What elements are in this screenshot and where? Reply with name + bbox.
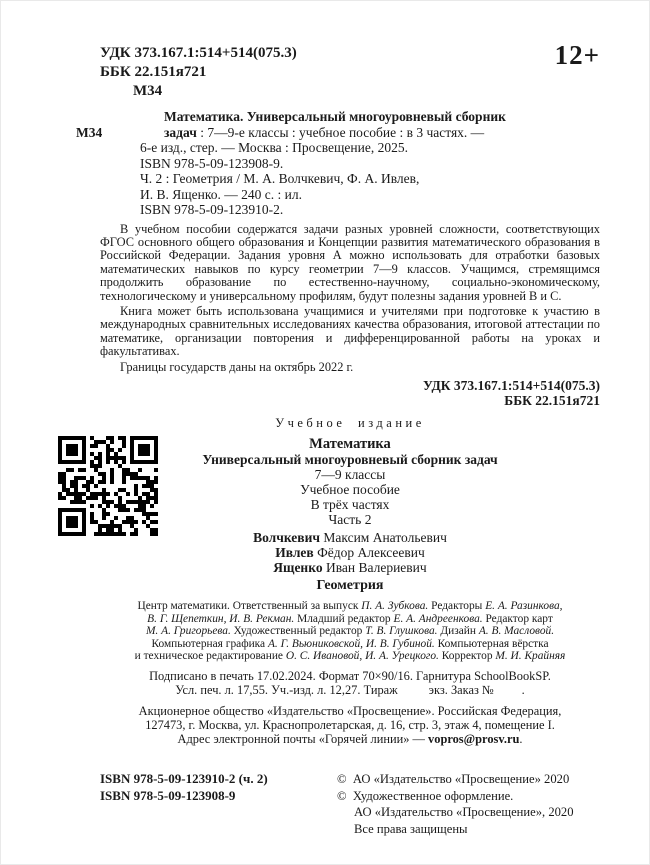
copyright-block [337, 771, 574, 837]
annotation-paragraph-3: Границы государств даны на октябрь 2022 г. [120, 359, 354, 374]
author-line: Волчкевич Максим Анатольевич [253, 529, 447, 545]
edition-subtitle: Универсальный многоуровневый сборник задач [202, 451, 498, 467]
classification-codes-repeat [100, 378, 600, 408]
edition-subject: Геометрия [316, 577, 384, 593]
bbk-code: ББК 22.151я721 [100, 64, 207, 80]
edition-block [100, 416, 600, 594]
qr-code [58, 436, 158, 536]
author-sign-code: М34 [133, 83, 163, 99]
footer-isbn-series: ISBN 978-5-09-123908-9 [100, 787, 236, 803]
footer [100, 771, 600, 837]
annotation [100, 223, 600, 376]
biblio-isbn-part: ISBN 978-5-09-123910-2. [140, 202, 284, 217]
udk-code-right: УДК 373.167.1:514+514(075.3) [422, 377, 600, 393]
author-line: Ивлев Фёдор Алексеевич [275, 544, 425, 560]
credits-line: Центр математики. Ответственный за выпуск П. А. Зубкова. Редакторы Е. А. Разинкова, [137, 599, 563, 612]
biblio-line-6: И. В. Ященко. — 240 с. : ил. [140, 186, 302, 202]
print-details [100, 669, 600, 698]
print-details-line-1: Подписано в печать 17.02.2024. Формат 70×90/16. Гарнитура SchoolBookSP. [149, 668, 551, 683]
copyright-line-2: © Художественное оформление. [337, 788, 514, 803]
biblio-isbn-series: ISBN 978-5-09-123908-9. [140, 155, 284, 171]
staff-credits [100, 600, 600, 663]
copyright-line-1: © АО «Издательство «Просвещение» 2020 [337, 772, 570, 786]
biblio-line-3: 6-е изд., стер. — Москва : Просвещение, 2025. [140, 140, 408, 155]
publisher-name-line: Акционерное общество «Издательство «Просвещение». Российская Федерация, [138, 703, 562, 718]
biblio-title-line: Математика. Универсальный многоуровневый сборник [164, 109, 506, 124]
age-rating-badge: 12+ [554, 40, 600, 70]
edition-part-number: Часть 2 [328, 511, 372, 527]
copyright-line-3: АО «Издательство «Просвещение», 2020 [354, 805, 574, 819]
annotation-paragraph-2: Книга может быть использована учащимися и учителями при подготовке к участию в международных сравнительных исследованиях качества образования, итоговой аттестации по математике, организации повторения и дифференцированной работы на уроках и факультативах. [100, 303, 600, 359]
credits-line: М. А. Григорьева. Художественный редактор Т. В. Глушкова. Дизайн А. В. Масловой. [145, 625, 555, 638]
header [100, 40, 600, 101]
udk-code: УДК 373.167.1:514+514(075.3) [100, 45, 297, 61]
edition-kind: Учебное издание [275, 415, 425, 430]
edition-parts: В трёх частях [310, 496, 390, 512]
publisher-details [100, 704, 600, 746]
classification-codes [100, 44, 297, 101]
footer-isbn-part: ISBN 978-5-09-123910-2 (ч. 2) [100, 771, 268, 786]
credits-line: В. Г. Щепеткин, И. В. Рекман. Младший редактор Е. А. Андреенкова. Редактор карт [147, 612, 553, 625]
biblio-line-5: Ч. 2 : Геометрия / М. А. Волчкевич, Ф. А. Ивлев, [140, 171, 420, 186]
author-sign-margin: М34 [76, 124, 103, 140]
edition-type: Учебное пособие [300, 481, 400, 497]
edition-grades: 7—9 классы [314, 466, 386, 482]
copyright-line-4: Все права защищены [354, 821, 468, 836]
publisher-email-line: Адрес электронной почты «Горячей линии» — vopros@prosv.ru. [177, 731, 523, 746]
annotation-paragraph-1: В учебном пособии содержатся задачи разных уровней сложности, соответствующих ФГОС основного общего образования и Концепции развития математического образования в Российской Федерации. Задания уровня А можно использовать для отработки базовых математических навыков по курсу геометрии 7—9 классов. Учащимся, стремящимся продолжить образование по естественно-научному, социально-экономическому, технологическому и универсальному профилям, будут полезны задания уровней В и С. [100, 221, 600, 303]
credits-line: Компьютерная графика А. Г. Вьюниковской, И. В. Губиной. Компьютерная вёрстка [151, 637, 549, 650]
biblio-line-2-text: задач : 7—9-е классы : учебное пособие : в 3 частях. — [164, 124, 485, 140]
bbk-code-right: ББК 22.151я721 [504, 392, 600, 408]
print-details-line-2: Усл. печ. л. 17,55. Уч.-изд. л. 12,27. Тираж экз. Заказ № . [175, 683, 525, 698]
credits-line: и техническое редактирование О. С. Ивановой, И. А. Урецкого. Корректор М. И. Крайняя [134, 650, 566, 663]
edition-authors [100, 530, 600, 575]
footer-isbn-block [100, 771, 337, 804]
edition-title: Математика [309, 435, 391, 452]
author-line: Ященко Иван Валериевич [273, 559, 427, 575]
publisher-address-line: 127473, г. Москва, ул. Краснопролетарская, д. 16, стр. 3, этаж 4, помещение I. [145, 717, 555, 732]
bibliographic-record [76, 109, 600, 218]
biblio-line-2 [76, 124, 600, 141]
